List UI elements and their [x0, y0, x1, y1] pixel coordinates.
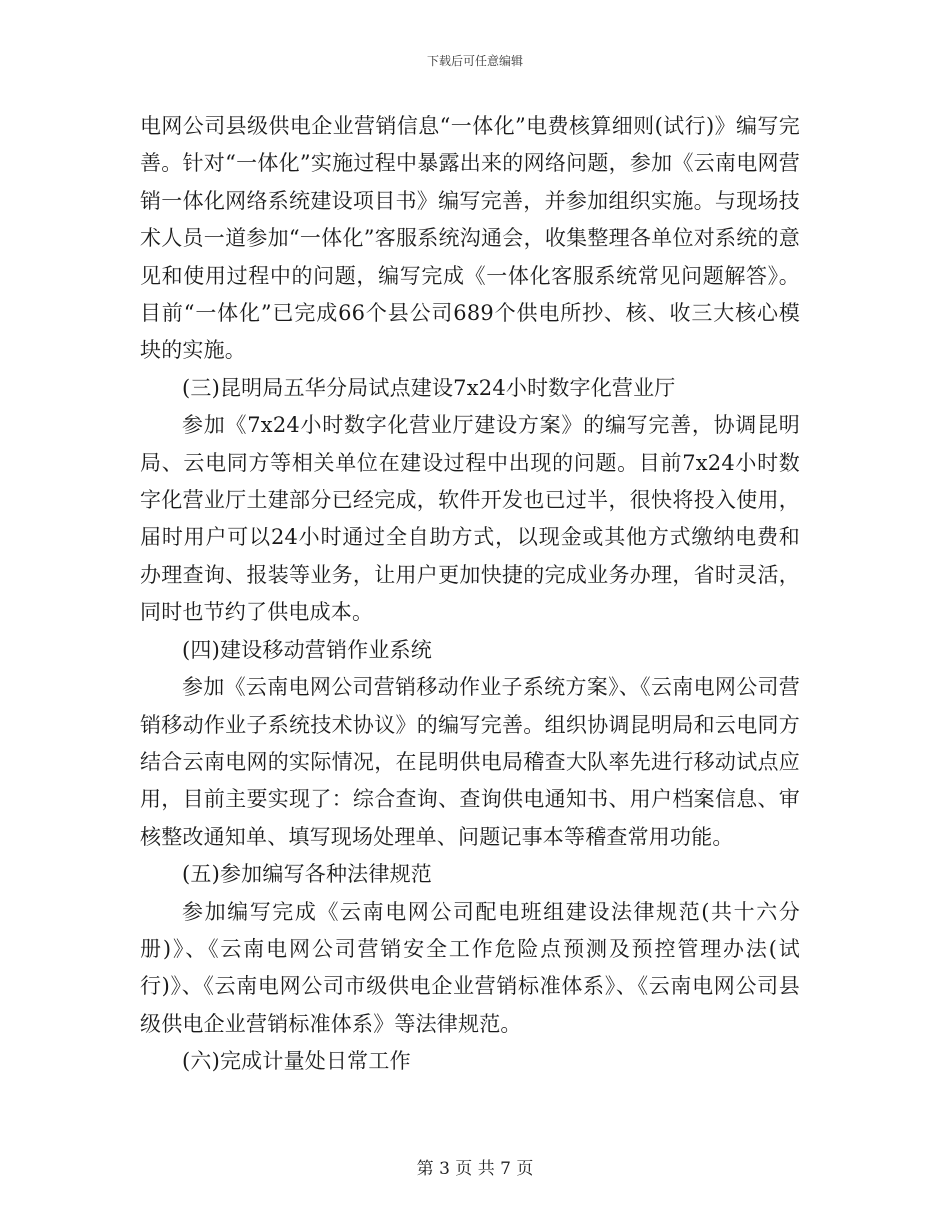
paragraph-section-5: 参加编写完成《云南电网公司配电班组建设法律规范(共十六分册)》、《云南电网公司营销安全工作危险点预测及预控管理办法(试行)》、《云南电网公司市级供电企业营销标准体系》、《云南电网公司县级供电企业营销标准体系》等法律规范。	[140, 899, 800, 1036]
section-heading-3: (三)昆明局五华分局试点建设7x24小时数字化营业厅	[182, 375, 676, 400]
paragraph-continuation: 电网公司县级供电企业营销信息“一体化”电费核算细则(试行)》编写完善。针对“一体化”实施过程中暴露出来的网络问题，参加《云南电网营销一体化网络系统建设项目书》编写完善，并参加组织实施。与现场技术人员一道参加“一体化”客服系统沟通会，收集整理各单位对系统的意见和使用过程中的问题，编写完成《一体化客服系统常见问题解答》。目前“一体化”已完成66个县公司689个供电所抄、核、收三大核心模块的实施。	[140, 114, 800, 363]
document-body	[140, 108, 800, 1081]
page-number-footer: 第 3 页 共 7 页	[416, 1159, 534, 1179]
section-heading-5: (五)参加编写各种法律规范	[182, 862, 432, 887]
paragraph-section-3: 参加《7x24小时数字化营业厅建设方案》的编写完善，协调昆明局、云电同方等相关单位在建设过程中出现的问题。目前7x24小时数字化营业厅土建部分已经完成，软件开发也已过半，很快将投入使用，届时用户可以24小时通过全自助方式，以现金或其他方式缴纳电费和办理查询、报装等业务，让用户更加快捷的完成业务办理，省时灵活，同时也节约了供电成本。	[140, 413, 800, 625]
section-heading-6: (六)完成计量处日常工作	[182, 1049, 411, 1074]
paragraph-section-4: 参加《云南电网公司营销移动作业子系统方案》、《云南电网公司营销移动作业子系统技术协议》的编写完善。组织协调昆明局和云电同方结合云南电网的实际情况，在昆明供电局稽查大队率先进行移动试点应用，目前主要实现了：综合查询、查询供电通知书、用户档案信息、审核整改通知单、填写现场处理单、问题记事本等稽查常用功能。	[140, 675, 800, 849]
page-header: 下载后可任意编辑	[426, 54, 523, 68]
section-heading-4: (四)建设移动营销作业系统	[182, 637, 432, 662]
